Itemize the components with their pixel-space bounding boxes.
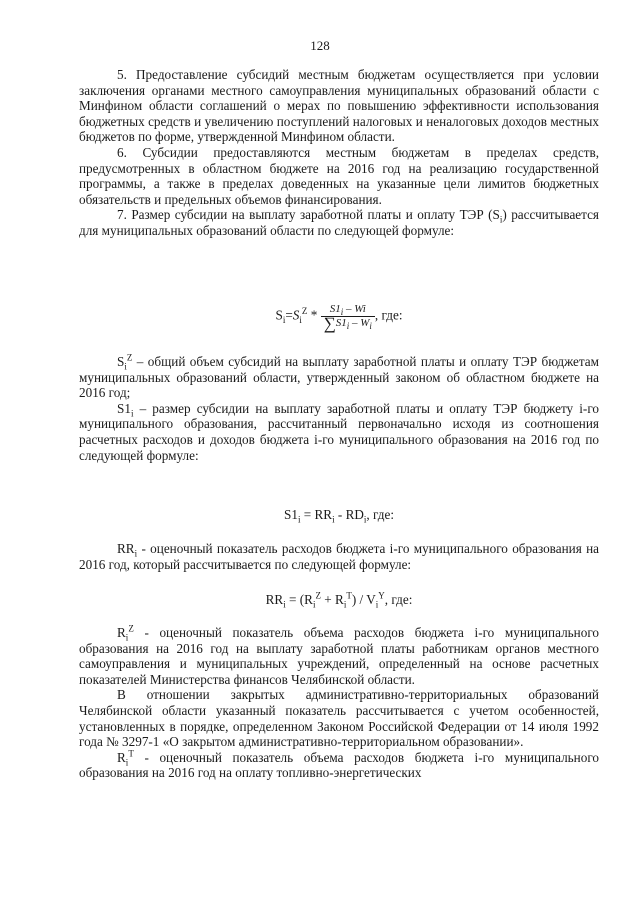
definition-sz: $S_i^Z$ – общий объем субсидий на выплату заработной платы и оплату ТЭР бюджетам муниципальных образований области, утвержденный законом об областном бюджете на 2016 год; (79, 352, 599, 401)
document-body-2 (79, 354, 599, 463)
definition-rr: $RR_i$ - оценочный показатель расходов бюджета i-го муниципального образования на 2016 год, который рассчитывается по следующей формуле: (79, 541, 599, 572)
paragraph-5: 5. Предоставление субсидий местным бюджетам осуществляется при условии заключения органами местного самоуправления муниципальных образований области с Минфином области соглашений о мерах по повышению эффективности использования бюджетных средств и увеличению поступлений налоговых и неналоговых доходов местных бюджетов по форме, утвержденной Минфином области. (79, 67, 599, 145)
paragraph-6: 6. Субсидии предоставляются местным бюджетам в пределах средств, предусмотренных в областном бюджете на 2016 год на реализацию государственной программы, а также в пределах доведенных на указанные цели лимитов бюджетных обязательств и предельных объемов финансирования. (79, 144, 599, 207)
definition-rz: $R_i^Z$ - оценочный показатель объема расходов бюджета i-го муниципального образования на 2016 год на выплату заработной платы работникам органов местного самоуправления и муниципальных учреждений, определенный на основе расчетных показателей Министерства финансов Челябинской области. (79, 623, 599, 687)
formula-fraction: $\frac{S1_i - Wi}{\sum S1_i - W_i}$ (321, 303, 375, 330)
document-body-4 (79, 625, 599, 781)
definition-rt: $R_i^T$ - оценочный показатель объема расходов бюджета i-го муниципального образования на 2016 год на оплату топливно-энергетических (79, 748, 599, 781)
formula-s1: $S1_i = RR_i - RD_i$, где: (284, 507, 394, 525)
paragraph-zato: В отношении закрытых административно-территориальных образований Челябинской области указанный показатель рассчитывается с учетом особенностей, установленных в порядке, определенном Законом Российской Федерации от 14 июля 1992 года № 3297-1 «О закрытом административно-территориальном образовании». (79, 687, 599, 750)
document-body-3 (79, 541, 599, 572)
document-body (79, 67, 599, 239)
definition-s1: $S1_i$ – размер субсидии на выплату заработной платы и оплату ТЭР бюджету i-го муниципального образования, рассчитанный первоначально исходя из соотношения расчетных расходов и доходов бюджета i-го муниципального образования на 2016 год по следующей формуле: (79, 400, 599, 463)
formula-rr: $RR_i = (R_i^Z + R_i^T) / V_i^Y$, где: (265, 590, 413, 610)
formula-s: $S_i=S_i^Z$ * $\frac{S1_i - Wi}{\sum S1_i - W_i}$ , где: (275, 303, 403, 333)
page-number: 128 (310, 38, 330, 53)
paragraph-7: 7. Размер субсидии на выплату заработной платы и оплату ТЭР $(S_i)$ рассчитывается для муниципальных образований области по следующей формуле: (79, 207, 599, 238)
